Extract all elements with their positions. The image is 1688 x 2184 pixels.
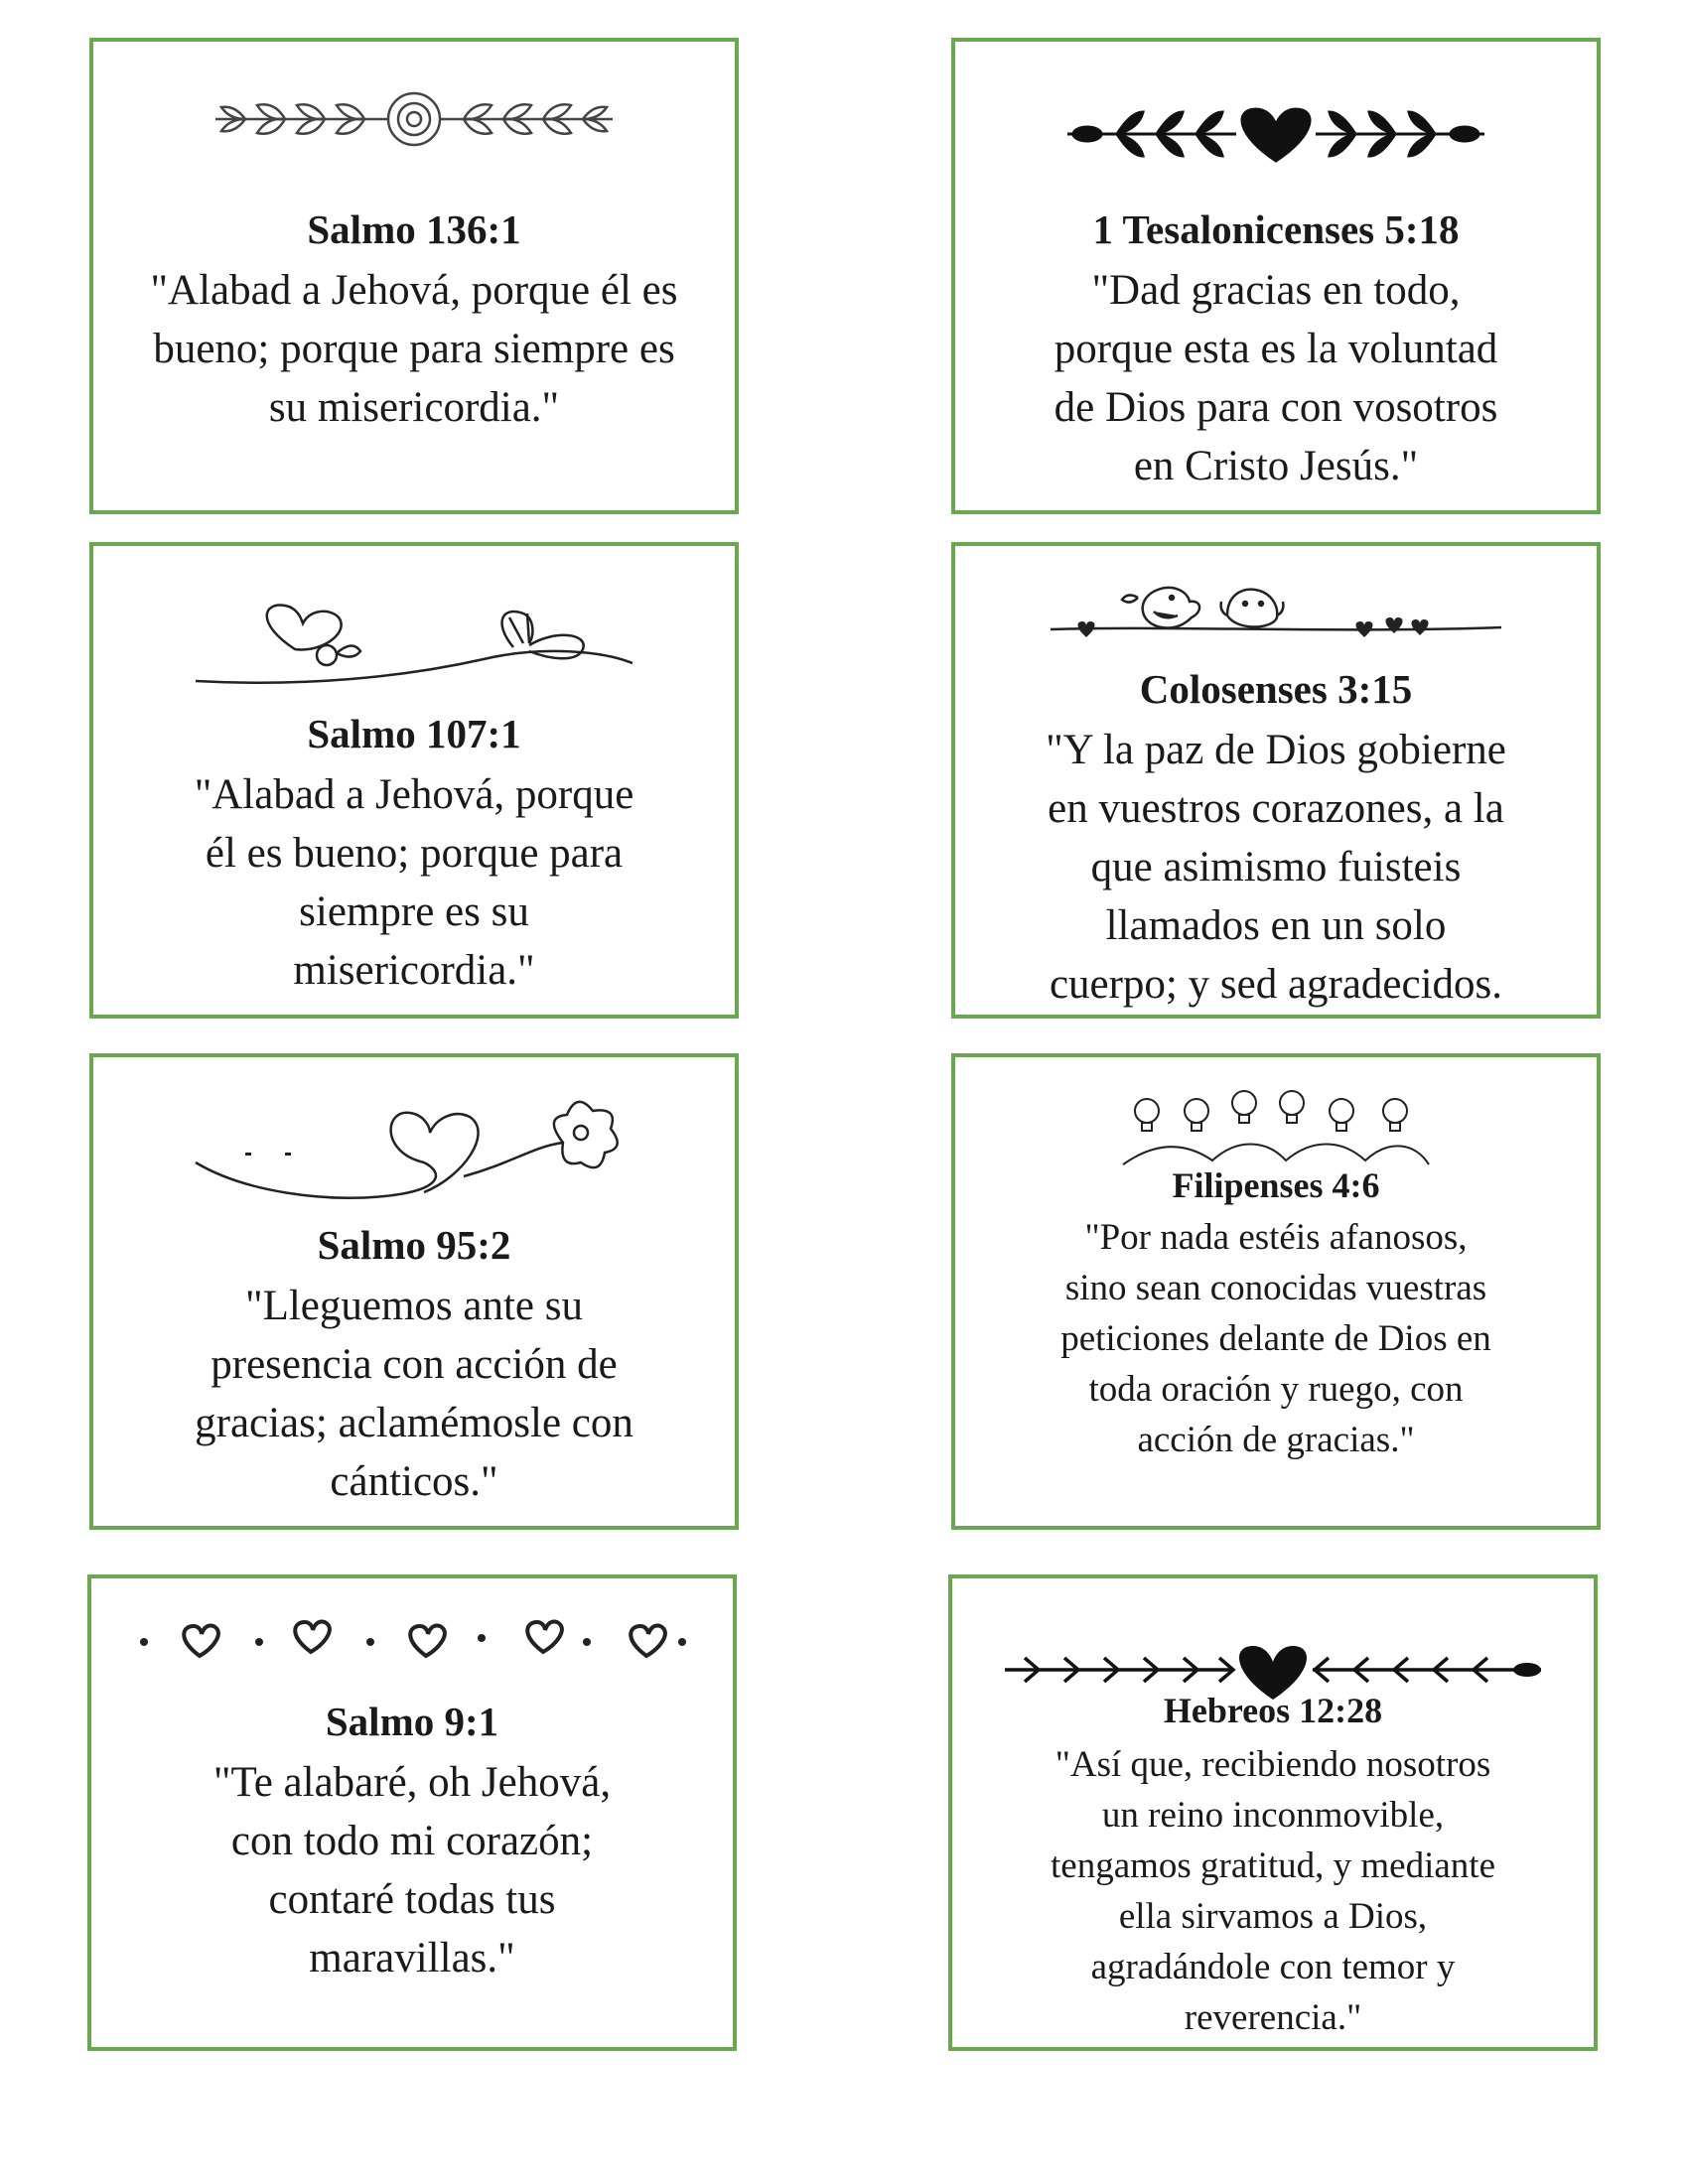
verse-reference: Salmo 9:1 (325, 1699, 499, 1744)
verse-card-salmo-136-1 (89, 38, 739, 514)
verse-text: "Alabad a Jehová, porque él es bueno; porque para siempre es su misericordia." (194, 771, 634, 994)
verse-reference: Hebreos 12:28 (1163, 1691, 1383, 1730)
verse-card-salmo-9-1 (87, 1574, 737, 2051)
verse-text: "Te alabaré, oh Jehová, con todo mi corazón; contaré todas tus maravillas." (212, 1759, 612, 1981)
verse-card-1-tesalonicenses-5-18 (951, 38, 1601, 514)
verse-text: "Alabad a Jehová, porque él es bueno; porque para siempre es su misericordia." (150, 267, 678, 431)
verse-card-salmo-95-2 (89, 1053, 739, 1530)
verse-reference: Salmo 136:1 (307, 206, 521, 252)
verse-text: "Así que, recibiendo nosotros un reino inconmovible, tengamos gratitud, y mediante ella sirvamos a Dios, agradándole con temor y reverencia." (1051, 1744, 1495, 2038)
verse-reference: Colosenses 3:15 (1139, 666, 1413, 712)
leaf-heart-divider-icon (955, 99, 1597, 169)
verse-reference: Salmo 107:1 (307, 711, 521, 756)
verse-card-colosenses-3-15 (951, 542, 1601, 1019)
heart-flower-line-icon (93, 1093, 735, 1202)
birds-on-line-icon (955, 572, 1597, 641)
rose-laurel-divider-icon (93, 79, 735, 159)
heart-butterfly-divider-icon (93, 594, 735, 693)
verse-card-hebreos-12-28 (948, 1574, 1598, 2051)
verse-text: "Lleguemos ante su presencia con acción de gracias; aclamémosle con cánticos." (195, 1283, 633, 1505)
verse-reference: Salmo 95:2 (317, 1222, 511, 1268)
verse-reference: 1 Tesalonicenses 5:18 (1092, 206, 1460, 252)
verse-card-filipenses-4-6 (951, 1053, 1601, 1530)
verse-text: "Por nada estéis afanosos, sino sean conocidas vuestras peticiones delante de Dios en toda oración y ruego, con acción de gracias." (1060, 1217, 1491, 1460)
verse-text: "Dad gracias en todo, porque esta es la voluntad de Dios para con vosotros en Cristo Jesús." (1054, 267, 1498, 489)
verse-reference: Filipenses 4:6 (1172, 1165, 1380, 1205)
dotted-hearts-row-icon (91, 1612, 733, 1672)
lightbulb-garland-icon (955, 1081, 1597, 1170)
verse-text: "Y la paz de Dios gobierne en vuestros corazones, a la que asimismo fuisteis llamados en un solo cuerpo; y sed agradecidos. (1046, 727, 1506, 1008)
verse-card-salmo-107-1 (89, 542, 739, 1019)
